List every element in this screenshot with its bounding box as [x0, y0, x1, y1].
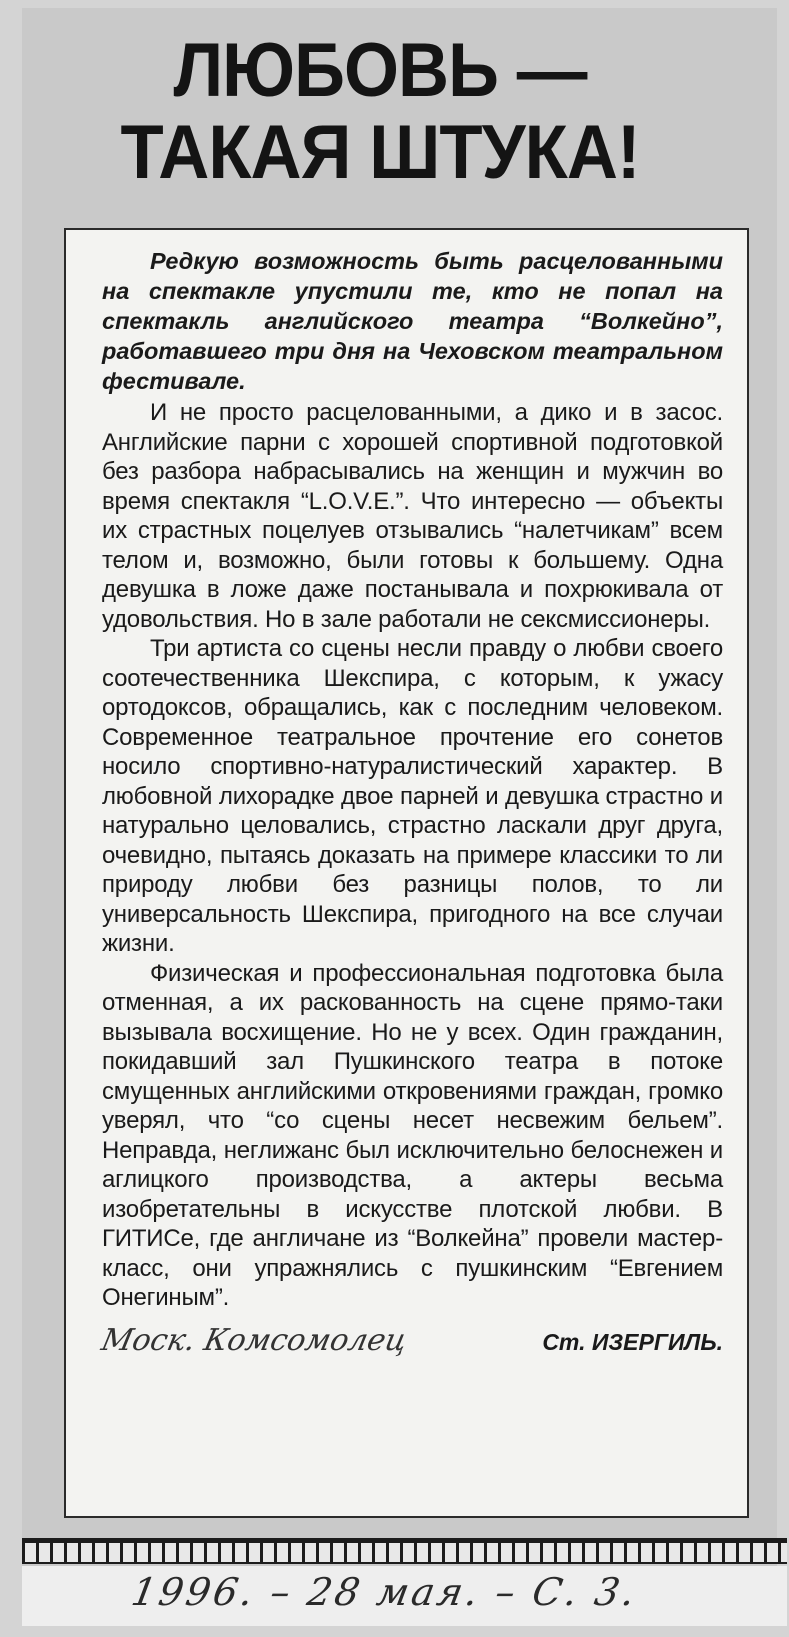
date-annotation-strip [22, 1566, 787, 1626]
decorative-border [22, 1538, 787, 1564]
article-body [64, 228, 749, 1518]
article-footer [98, 1319, 723, 1363]
article-headline: ЛЮБОВЬ — ТАКАЯ ШТУКА! [120, 28, 640, 195]
article-paragraph-1: И не просто расцелованными, а дико и в засос. Английские парни с хорошей спортивной подготовкой без разбора набрасывались на женщин и мужчин во время спектакля “L.O.V.E.”. Что интересно — объекты их страстных поцелуев отзывались “налетчикам” всем телом и, возможно, были готовы к большему. Одна девушка в ложе даже постанывала и похрюкивала от удовольствия. Но в зале работали не сексмиссионеры. [102, 399, 723, 633]
handwritten-date-note: 1996. – 28 мая. – С. 3. [128, 1570, 642, 1614]
handwritten-source-note: Моск. Комсомолец [98, 1322, 411, 1358]
article-paragraph-3: Физическая и профессиональная подготовка была отменная, а их раскованность на сцене прямо-таки вызывала восхищение. Но не у всех. Один гражданин, покидавший зал Пушкинского театра в потоке смущенных английскими откровениями граждан, громко уверял, что “со сцены несет несвежим бельем”. Неправда, неглижанс был исключительно белоснежен и аглицкого производства, а актеры весьма изобретательны в искусстве плотской любви. В ГИТИСе, где англичане из “Волкейна” провели мастер-класс, они упражнялись с пушкинским “Евгением Онегиным”. [102, 959, 723, 1311]
article-lead: Редкую возможность быть расцелованными на спектакле упустили те, кто не попал на спектакль английского театра “Волкейно”, работавшего три дня на Чеховском театральном фестивале. [102, 248, 723, 394]
article-author: Ст. ИЗЕРГИЛЬ. [542, 1328, 723, 1355]
article-paragraph-2: Три артиста со сцены несли правду о любви своего соотечественника Шекспира, с которым, к ужасу ортодоксов, обращались, как с последним человеком. Современное театральное прочтение его сонетов носило спортивно-натуралистический характер. В любовной лихорадке двое парней и девушка страстно и натурально целовались, страстно ласкали друг друга, очевидно, пытаясь доказать на примере классики то ли природу любви без разницы полов, то ли универсальность Шекспира, пригодного на все случаи жизни. [102, 635, 723, 957]
